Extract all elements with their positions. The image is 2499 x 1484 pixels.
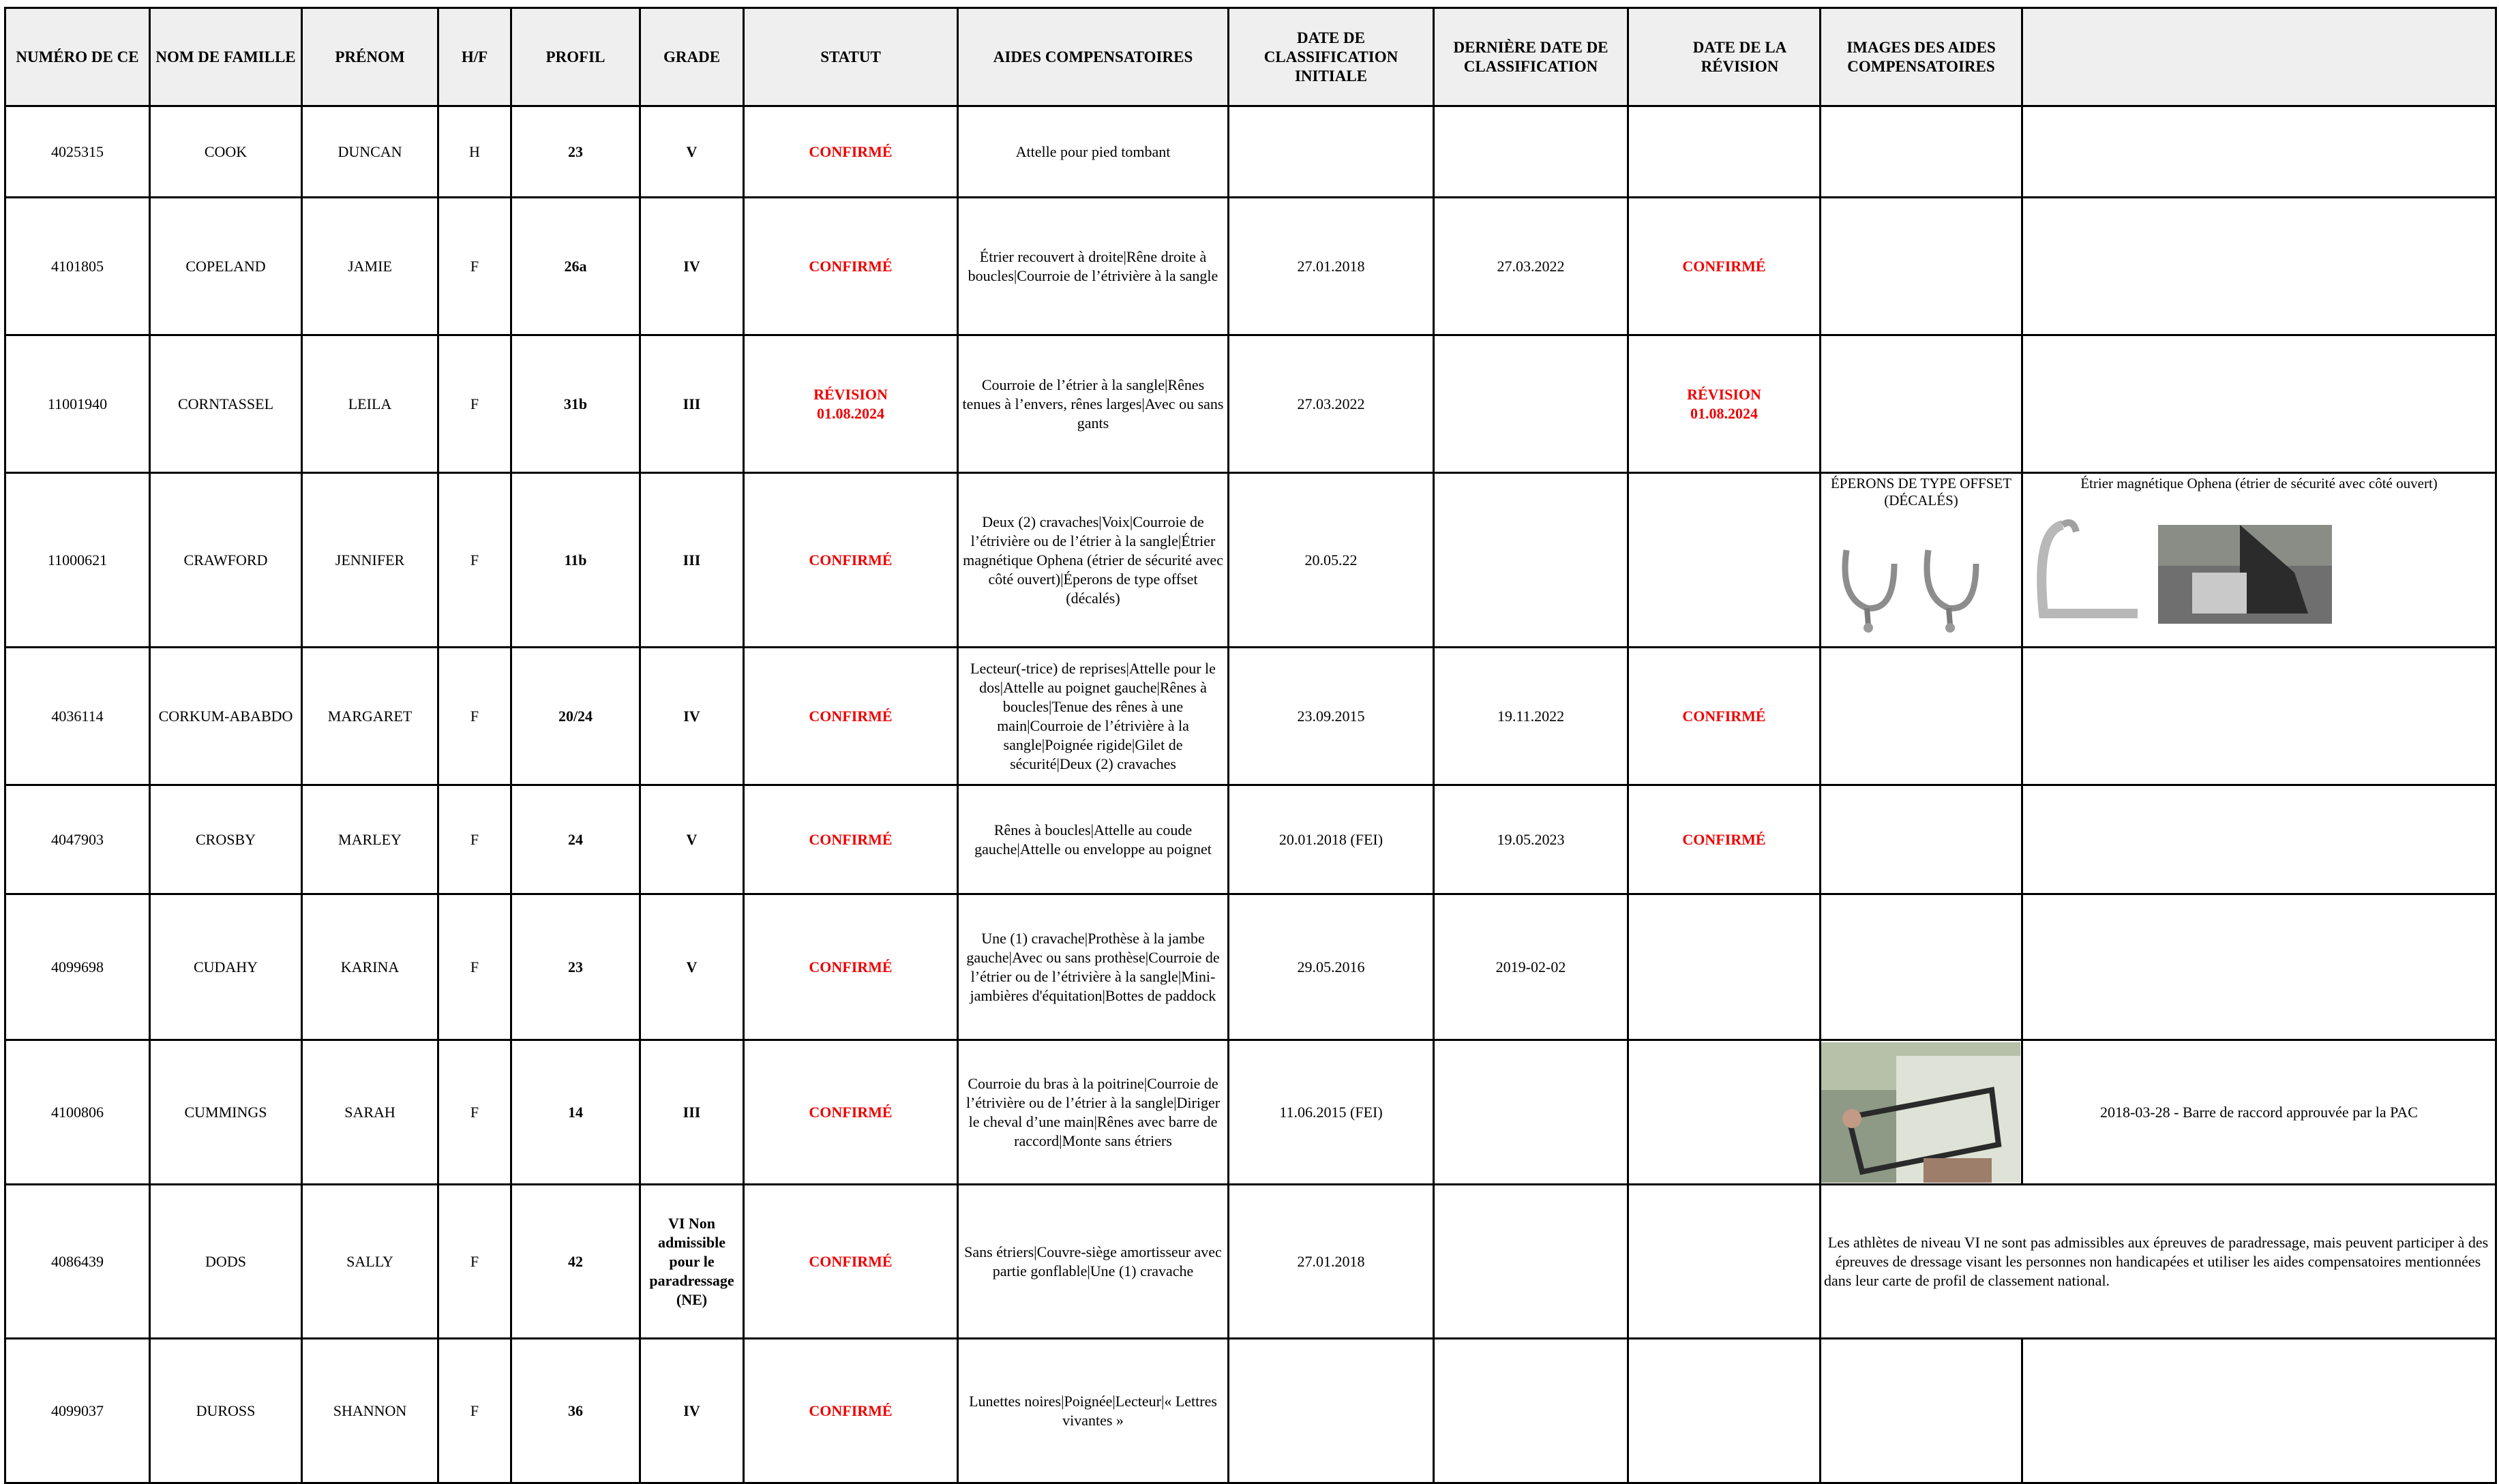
cell-prenom: MARLEY [302, 785, 438, 894]
header-derniere-date: DERNIÈRE DATE DE CLASSIFICATION [1434, 8, 1628, 106]
header-hf: H/F [438, 8, 511, 106]
cell-images [1821, 1040, 2022, 1185]
header-images: IMAGES DES AIDES COMPENSATOIRES [1821, 8, 2022, 106]
table-row [5, 198, 2496, 335]
cell-profil: 42 [511, 1185, 640, 1339]
cell-grade: V [640, 785, 744, 894]
cell-date-initiale: 29.05.2016 [1229, 894, 1434, 1040]
cell-statut: CONFIRMÉ [744, 1040, 958, 1185]
cell-aides: Courroie du bras à la poitrine|Courroie de l’étrivière ou de l’étrier à la sangle|Diriger le cheval d’une main|Rênes avec barre de raccord|Monte sans étriers [958, 1040, 1229, 1185]
cell-prenom: KARINA [302, 894, 438, 1040]
cell-grade: III [640, 1040, 744, 1185]
ophena-stirrup-image [2035, 511, 2335, 627]
cell-date-revision: RÉVISION 01.08.2024 [1628, 335, 1821, 473]
header-grade: GRADE [640, 8, 744, 106]
cell-profil: 23 [511, 894, 640, 1040]
cell-numero: 4099037 [5, 1339, 150, 1483]
cell-date-revision [1628, 894, 1821, 1040]
cell-profil: 14 [511, 1040, 640, 1185]
cell-nom: DODS [150, 1185, 302, 1339]
cell-prenom: MARGARET [302, 648, 438, 785]
cell-derniere-date: 19.11.2022 [1434, 648, 1628, 785]
cell-date-revision [1628, 473, 1821, 648]
cell-grade: VI Non admissible pour le paradressage (NE) [640, 1185, 744, 1339]
cell-images [1821, 335, 2022, 473]
cell-extra [2022, 473, 2496, 648]
cell-extra [2022, 106, 2496, 198]
cell-aides: Deux (2) cravaches|Voix|Courroie de l’étrivière ou de l’étrier à la sangle|Étrier magnétique Ophena (étrier de sécurité avec côté ouvert)|Éperons de type offset (décalés) [958, 473, 1229, 648]
cell-numero: 4036114 [5, 648, 150, 785]
cell-prenom: SHANNON [302, 1339, 438, 1483]
cell-aides: Rênes à boucles|Attelle au coude gauche|Attelle ou enveloppe au poignet [958, 785, 1229, 894]
cell-derniere-date [1434, 335, 1628, 473]
cell-aides: Étrier recouvert à droite|Rêne droite à boucles|Courroie de l’étrivière à la sangle [958, 198, 1229, 335]
header-extra [2022, 8, 2496, 106]
cell-nom: COPELAND [150, 198, 302, 335]
cell-hf: H [438, 106, 511, 198]
cell-extra [2022, 335, 2496, 473]
cell-aides: Sans étriers|Couvre-siège amortisseur avec partie gonflable|Une (1) cravache [958, 1185, 1229, 1339]
cell-date-revision [1628, 1339, 1821, 1483]
cell-hf: F [438, 1185, 511, 1339]
cell-profil: 24 [511, 785, 640, 894]
cell-grade: III [640, 473, 744, 648]
cell-hf: F [438, 473, 511, 648]
cell-grade: III [640, 335, 744, 473]
cell-numero: 4025315 [5, 106, 150, 198]
cell-date-revision: CONFIRMÉ [1628, 198, 1821, 335]
cell-grade: V [640, 894, 744, 1040]
cell-hf: F [438, 335, 511, 473]
cell-date-revision: CONFIRMÉ [1628, 785, 1821, 894]
table-row [5, 785, 2496, 894]
cell-date-initiale: 27.03.2022 [1229, 335, 1434, 473]
cell-images [1821, 894, 2022, 1040]
header-profil: PROFIL [511, 8, 640, 106]
cell-prenom: JAMIE [302, 198, 438, 335]
cell-prenom: JENNIFER [302, 473, 438, 648]
cell-nom: CUMMINGS [150, 1040, 302, 1185]
cell-date-initiale: 27.01.2018 [1229, 1185, 1434, 1339]
cell-images [1821, 473, 2022, 648]
cell-prenom: SARAH [302, 1040, 438, 1185]
cell-extra [2022, 1339, 2496, 1483]
cell-profil: 11b [511, 473, 640, 648]
offset-spurs-image [1826, 523, 2017, 639]
cell-images [1821, 1339, 2022, 1483]
connecting-bar-photo [1821, 1042, 2020, 1183]
header-statut: STATUT [744, 8, 958, 106]
ophena-caption: Étrier magnétique Ophena (étrier de sécurité avec côté ouvert) [2080, 475, 2438, 491]
header-aides: AIDES COMPENSATOIRES [958, 8, 1229, 106]
cell-prenom: SALLY [302, 1185, 438, 1339]
table-row [5, 473, 2496, 648]
cell-date-initiale: 11.06.2015 (FEI) [1229, 1040, 1434, 1185]
cell-nom: CROSBY [150, 785, 302, 894]
cell-extra [2022, 648, 2496, 785]
cell-aides: Attelle pour pied tombant [958, 106, 1229, 198]
cell-date-revision: CONFIRMÉ [1628, 648, 1821, 785]
cell-nom: CUDAHY [150, 894, 302, 1040]
cell-grade-vi-note: Les athlètes de niveau VI ne sont pas admissibles aux épreuves de paradressage, mais peuvent participer à des épreuves de dressage visant les personnes non handicapées et utiliser les aides compensatoires mentionnées dans leur carte de profil de classement national. [1821, 1185, 2496, 1339]
table-row [5, 335, 2496, 473]
cell-derniere-date [1434, 473, 1628, 648]
cell-date-initiale [1229, 1339, 1434, 1483]
cell-nom: CRAWFORD [150, 473, 302, 648]
cell-numero: 11000621 [5, 473, 150, 648]
table-row [5, 106, 2496, 198]
classification-table [4, 7, 2497, 1484]
cell-date-revision [1628, 106, 1821, 198]
table-row [5, 1040, 2496, 1185]
cell-statut: CONFIRMÉ [744, 106, 958, 198]
cell-aides: Lecteur(-trice) de reprises|Attelle pour le dos|Attelle au poignet gauche|Rênes à boucles|Tenue des rênes à une main|Courroie de l’étrivière à la sangle|Poignée rigide|Gilet de sécurité|Deux (2) cravaches [958, 648, 1229, 785]
cell-profil: 26a [511, 198, 640, 335]
header-prenom: PRÉNOM [302, 8, 438, 106]
cell-grade: IV [640, 1339, 744, 1483]
cell-statut: CONFIRMÉ [744, 785, 958, 894]
cell-nom: DUROSS [150, 1339, 302, 1483]
cell-date-initiale [1229, 106, 1434, 198]
cell-numero: 11001940 [5, 335, 150, 473]
cell-derniere-date: 27.03.2022 [1434, 198, 1628, 335]
cell-aides: Une (1) cravache|Prothèse à la jambe gauche|Avec ou sans prothèse|Courroie de l’étrier ou de l’étrivière à la sangle|Mini-jambières d'équitation|Bottes de paddock [958, 894, 1229, 1040]
cell-statut: CONFIRMÉ [744, 198, 958, 335]
cell-nom: COOK [150, 106, 302, 198]
cell-statut: CONFIRMÉ [744, 473, 958, 648]
cell-date-initiale: 27.01.2018 [1229, 198, 1434, 335]
cell-derniere-date [1434, 1339, 1628, 1483]
cell-derniere-date: 2019-02-02 [1434, 894, 1628, 1040]
cell-derniere-date [1434, 1185, 1628, 1339]
cell-hf: F [438, 1339, 511, 1483]
header-date-revision: DATE DE LA RÉVISION [1628, 8, 1821, 106]
cell-extra: 2018-03-28 - Barre de raccord approuvée par la PAC [2022, 1040, 2496, 1185]
cell-extra [2022, 894, 2496, 1040]
cell-hf: F [438, 648, 511, 785]
cell-numero: 4100806 [5, 1040, 150, 1185]
header-date-initiale: DATE DE CLASSIFICATION INITIALE [1229, 8, 1434, 106]
cell-grade: IV [640, 198, 744, 335]
cell-hf: F [438, 198, 511, 335]
cell-profil: 31b [511, 335, 640, 473]
cell-numero: 4047903 [5, 785, 150, 894]
cell-images [1821, 106, 2022, 198]
cell-date-initiale: 23.09.2015 [1229, 648, 1434, 785]
cell-profil: 23 [511, 106, 640, 198]
cell-images [1821, 648, 2022, 785]
header-nom: NOM DE FAMILLE [150, 8, 302, 106]
cell-statut: CONFIRMÉ [744, 648, 958, 785]
cell-prenom: DUNCAN [302, 106, 438, 198]
cell-date-initiale: 20.01.2018 (FEI) [1229, 785, 1434, 894]
header-numero: NUMÉRO DE CE [5, 8, 150, 106]
header-row [5, 8, 2496, 106]
cell-statut: RÉVISION 01.08.2024 [744, 335, 958, 473]
table-row [5, 648, 2496, 785]
cell-numero: 4086439 [5, 1185, 150, 1339]
table-row [5, 894, 2496, 1040]
cell-extra [2022, 198, 2496, 335]
cell-date-initiale: 20.05.22 [1229, 473, 1434, 648]
cell-profil: 36 [511, 1339, 640, 1483]
cell-aides: Lunettes noires|Poignée|Lecteur|« Lettres vivantes » [958, 1339, 1229, 1483]
cell-derniere-date: 19.05.2023 [1434, 785, 1628, 894]
cell-statut: CONFIRMÉ [744, 1185, 958, 1339]
cell-statut: CONFIRMÉ [744, 894, 958, 1040]
cell-numero: 4101805 [5, 198, 150, 335]
cell-derniere-date [1434, 106, 1628, 198]
cell-aides: Courroie de l’étrier à la sangle|Rênes tenues à l’envers, rênes larges|Avec ou sans gants [958, 335, 1229, 473]
cell-date-revision [1628, 1040, 1821, 1185]
spurs-caption: ÉPERONS DE TYPE OFFSET (DÉCALÉS) [1830, 475, 2012, 509]
cell-images [1821, 785, 2022, 894]
cell-nom: CORNTASSEL [150, 335, 302, 473]
cell-date-revision [1628, 1185, 1821, 1339]
table-row [5, 1339, 2496, 1483]
cell-images [1821, 198, 2022, 335]
cell-numero: 4099698 [5, 894, 150, 1040]
cell-derniere-date [1434, 1040, 1628, 1185]
cell-nom: CORKUM-ABABDO [150, 648, 302, 785]
cell-statut: CONFIRMÉ [744, 1339, 958, 1483]
cell-hf: F [438, 1040, 511, 1185]
cell-prenom: LEILA [302, 335, 438, 473]
cell-grade: IV [640, 648, 744, 785]
cell-hf: F [438, 894, 511, 1040]
cell-extra [2022, 785, 2496, 894]
table-row [5, 1185, 2496, 1339]
cell-profil: 20/24 [511, 648, 640, 785]
cell-hf: F [438, 785, 511, 894]
cell-grade: V [640, 106, 744, 198]
